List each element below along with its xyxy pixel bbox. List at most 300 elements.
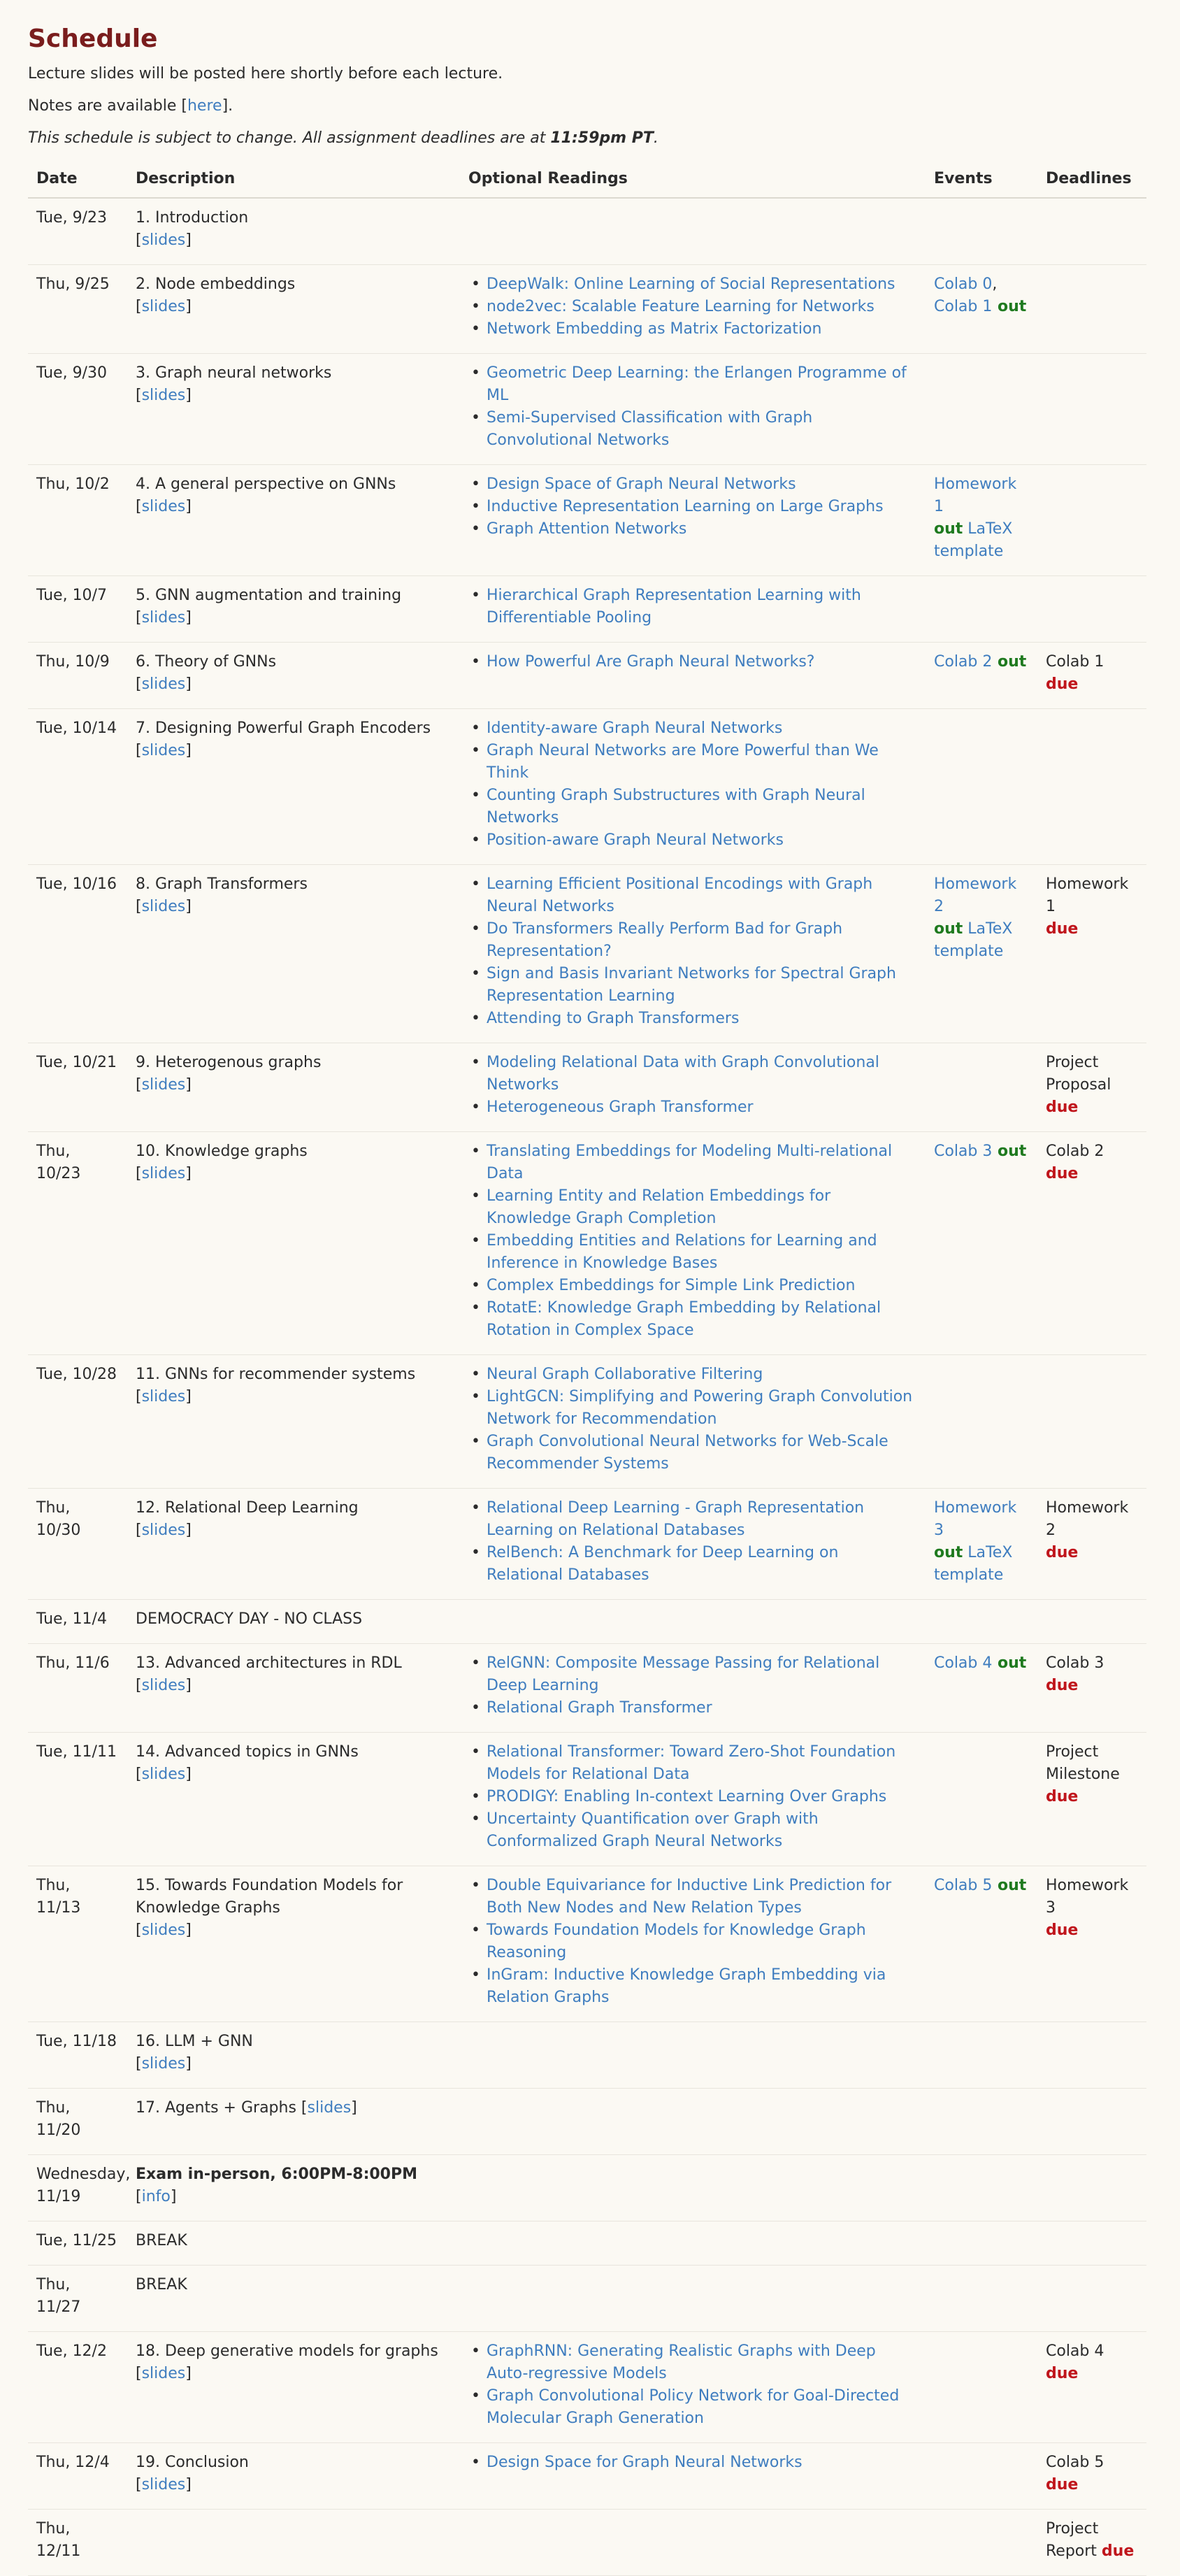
event-link[interactable]: Colab 0 <box>934 276 993 293</box>
deadline-due-badge: due <box>1046 1922 1079 1939</box>
schedule-row <box>28 2155 1146 2221</box>
event-out-badge: out <box>992 1143 1027 1160</box>
slides-link[interactable]: slides <box>141 1522 186 1539</box>
readings-list <box>468 1741 917 1853</box>
deadline-due-badge: due <box>1046 1165 1079 1182</box>
events-cell <box>926 1355 1037 1489</box>
slides-link[interactable]: slides <box>141 2055 186 2073</box>
reading-link[interactable]: LightGCN: Simplifying and Powering Graph Convolution Network for Recommendation <box>487 1388 913 1428</box>
description-cell: 7. Designing Powerful Graph Encoders [slides] <box>127 709 460 865</box>
reading-link[interactable]: Sign and Basis Invariant Networks for Spectral Graph Representation Learning <box>487 965 896 1005</box>
reading-item <box>468 785 917 829</box>
date-cell: Thu, 11/27 <box>28 2266 127 2332</box>
reading-link[interactable]: Network Embedding as Matrix Factorization <box>487 320 822 338</box>
readings-list <box>468 1497 917 1587</box>
description-cell <box>127 2510 460 2576</box>
notes-link[interactable]: here <box>187 97 222 115</box>
header-date: Date <box>28 164 127 198</box>
deadline-text: Homework 1 <box>1046 875 1129 915</box>
schedule-row <box>28 265 1146 354</box>
readings-cell <box>460 354 926 465</box>
reading-link[interactable]: Graph Convolutional Policy Network for Goal-Directed Molecular Graph Generation <box>487 2387 900 2427</box>
event-link[interactable]: LaTeX <box>963 1544 1013 1561</box>
events-cell <box>926 465 1037 576</box>
reading-link[interactable]: Neural Graph Collaborative Filtering <box>487 1366 763 1383</box>
reading-link[interactable]: node2vec: Scalable Feature Learning for Networks <box>487 298 875 315</box>
description-cell: 11. GNNs for recommender systems [slides] <box>127 1355 460 1489</box>
reading-link[interactable]: Counting Graph Substructures with Graph Neural Networks <box>487 787 865 827</box>
readings-cell <box>460 1132 926 1355</box>
events-cell <box>926 1132 1037 1355</box>
description-cell: 18. Deep generative models for graphs [slides] <box>127 2332 460 2443</box>
readings-cell <box>460 2443 926 2510</box>
events-cell <box>926 1489 1037 1600</box>
schedule-row <box>28 1600 1146 1644</box>
readings-cell <box>460 1733 926 1866</box>
reading-link[interactable]: Hierarchical Graph Representation Learning with Differentiable Pooling <box>487 587 861 627</box>
deadlines-cell <box>1037 1866 1146 2022</box>
schedule-row <box>28 1644 1146 1733</box>
date-cell: Tue, 10/28 <box>28 1355 127 1489</box>
reading-link[interactable]: Graph Attention Networks <box>487 520 687 538</box>
reading-item <box>468 1919 917 1964</box>
readings-cell <box>460 1644 926 1733</box>
deadline-text: Colab 1 <box>1046 653 1105 671</box>
lecture-title: 19. Conclusion <box>136 2454 249 2471</box>
description-cell: 3. Graph neural networks [slides] <box>127 354 460 465</box>
description-cell: 12. Relational Deep Learning [slides] <box>127 1489 460 1600</box>
deadline-time: 11:59pm PT <box>550 129 654 147</box>
reading-item <box>468 1297 917 1342</box>
reading-link[interactable]: Towards Foundation Models for Knowledge Graph Reasoning <box>487 1922 866 1961</box>
slides-link[interactable]: slides <box>307 2099 352 2117</box>
events-cell <box>926 1866 1037 2022</box>
date-cell: Thu, 10/30 <box>28 1489 127 1600</box>
lecture-title: 11. GNNs for recommender systems <box>136 1366 416 1383</box>
readings-cell <box>460 2266 926 2332</box>
reading-item <box>468 1652 917 1697</box>
description-cell: 5. GNN augmentation and training [slides] <box>127 576 460 643</box>
events-cell <box>926 709 1037 865</box>
readings-cell <box>460 709 926 865</box>
reading-link[interactable]: Identity-aware Graph Neural Networks <box>487 720 783 737</box>
events-cell <box>926 865 1037 1043</box>
lecture-title: 7. Designing Powerful Graph Encoders <box>136 720 431 737</box>
reading-item <box>468 1431 917 1475</box>
schedule-row <box>28 2089 1146 2155</box>
date-cell: Wednesday, 11/19 <box>28 2155 127 2221</box>
slides-link[interactable]: slides <box>141 742 186 759</box>
slides-link[interactable]: slides <box>141 898 186 915</box>
events-cell <box>926 2221 1037 2266</box>
reading-item <box>468 1008 917 1030</box>
reading-link[interactable]: Learning Efficient Positional Encodings with Graph Neural Networks <box>487 875 873 915</box>
reading-link[interactable]: Attending to Graph Transformers <box>487 1010 740 1027</box>
slides-link[interactable]: slides <box>141 1766 186 1783</box>
event-out-badge: out <box>934 1544 963 1561</box>
events-cell <box>926 2089 1037 2155</box>
header-readings: Optional Readings <box>460 164 926 198</box>
reading-item <box>468 1052 917 1096</box>
description-cell: 2. Node embeddings [slides] <box>127 265 460 354</box>
date-cell: Thu, 10/2 <box>28 465 127 576</box>
disclaimer-prefix: This schedule is subject to change. All assignment deadlines are at <box>28 129 551 147</box>
slides-link[interactable]: slides <box>141 1076 186 1094</box>
event-link[interactable]: Colab 5 <box>934 1877 993 1894</box>
events-cell <box>926 2155 1037 2221</box>
reading-link[interactable]: Position-aware Graph Neural Networks <box>487 831 784 849</box>
date-cell: Tue, 9/23 <box>28 198 127 265</box>
reading-link[interactable]: PRODIGY: Enabling In-context Learning Over Graphs <box>487 1788 887 1805</box>
reading-item <box>468 1964 917 2009</box>
date-cell: Thu, 12/4 <box>28 2443 127 2510</box>
readings-cell <box>460 2089 926 2155</box>
deadlines-cell <box>1037 2266 1146 2332</box>
event-link[interactable]: Homework 1 <box>934 475 1017 515</box>
deadlines-cell <box>1037 1644 1146 1733</box>
reading-link[interactable]: DeepWalk: Online Learning of Social Representations <box>487 276 895 293</box>
reading-item <box>468 362 917 407</box>
event-link[interactable]: LaTeX <box>963 920 1013 938</box>
event-link[interactable]: template <box>934 1566 1004 1584</box>
deadline-text: Colab 5 <box>1046 2454 1105 2471</box>
schedule-row <box>28 2332 1146 2443</box>
header-events: Events <box>926 164 1037 198</box>
reading-link[interactable]: RotatE: Knowledge Graph Embedding by Relational Rotation in Complex Space <box>487 1299 882 1339</box>
events-cell <box>926 2266 1037 2332</box>
description-cell: 4. A general perspective on GNNs [slides] <box>127 465 460 576</box>
reading-link[interactable]: Complex Embeddings for Simple Link Prediction <box>487 1277 856 1294</box>
event-link[interactable]: template <box>934 543 1004 560</box>
reading-link[interactable]: Relational Transformer: Toward Zero-Shot Foundation Models for Relational Data <box>487 1743 896 1783</box>
event-link[interactable]: Colab 4 <box>934 1654 993 1672</box>
reading-item <box>468 1497 917 1542</box>
deadline-text: Report <box>1046 2542 1102 2560</box>
deadline-due-badge: due <box>1046 2365 1079 2382</box>
readings-cell <box>460 2155 926 2221</box>
readings-cell <box>460 865 926 1043</box>
reading-link[interactable]: Heterogeneous Graph Transformer <box>487 1099 754 1116</box>
events-cell <box>926 576 1037 643</box>
readings-cell <box>460 1489 926 1600</box>
reading-item <box>468 1808 917 1853</box>
date-cell: Tue, 10/14 <box>28 709 127 865</box>
schedule-body <box>28 198 1146 2576</box>
reading-item <box>468 2340 917 2385</box>
reading-link[interactable]: Do Transformers Really Perform Bad for Graph Representation? <box>487 920 843 960</box>
slides-link[interactable]: slides <box>141 675 186 693</box>
event-link[interactable]: Colab 2 <box>934 653 993 671</box>
reading-link[interactable]: RelGNN: Composite Message Passing for Relational Deep Learning <box>487 1654 880 1694</box>
reading-item <box>468 407 917 452</box>
date-cell: Thu, 11/20 <box>28 2089 127 2155</box>
deadline-text: Project <box>1046 2520 1099 2538</box>
reading-item <box>468 873 917 918</box>
events-cell <box>926 265 1037 354</box>
reading-link[interactable]: Modeling Relational Data with Graph Convolutional Networks <box>487 1054 879 1094</box>
reading-link[interactable]: Semi-Supervised Classification with Graph Convolutional Networks <box>487 409 813 449</box>
reading-item <box>468 740 917 785</box>
reading-item <box>468 1786 917 1808</box>
description-cell: 8. Graph Transformers [slides] <box>127 865 460 1043</box>
description-cell: 6. Theory of GNNs [slides] <box>127 643 460 709</box>
slides-link[interactable]: slides <box>141 387 186 404</box>
reading-link[interactable]: Design Space for Graph Neural Networks <box>487 2454 803 2471</box>
deadline-text: Homework 2 <box>1046 1499 1129 1539</box>
readings-list <box>468 717 917 852</box>
reading-item <box>468 1185 917 1230</box>
deadlines-cell <box>1037 1043 1146 1132</box>
reading-item <box>468 2385 917 2430</box>
reading-link[interactable]: Double Equivariance for Inductive Link Prediction for Both New Nodes and New Relation Types <box>487 1877 892 1917</box>
schedule-row <box>28 1866 1146 2022</box>
deadline-text: Milestone <box>1046 1766 1120 1783</box>
event-link[interactable]: Colab 3 <box>934 1143 993 1160</box>
date-cell: Tue, 12/2 <box>28 2332 127 2443</box>
events-cell <box>926 643 1037 709</box>
deadlines-cell <box>1037 865 1146 1043</box>
deadline-text: Colab 4 <box>1046 2342 1105 2360</box>
header-deadlines: Deadlines <box>1037 164 1146 198</box>
readings-list <box>468 1052 917 1119</box>
schedule-row <box>28 1132 1146 1355</box>
date-cell: Tue, 10/7 <box>28 576 127 643</box>
notes-suffix: ]. <box>222 97 233 115</box>
schedule-row <box>28 2510 1146 2576</box>
reading-item <box>468 963 917 1008</box>
events-cell <box>926 1733 1037 1866</box>
reading-item <box>468 1096 917 1119</box>
reading-item <box>468 473 917 496</box>
lecture-title: 17. Agents + Graphs <box>136 2099 296 2117</box>
deadline-text: Homework 3 <box>1046 1877 1129 1917</box>
events-cell <box>926 198 1037 265</box>
schedule-header-row <box>28 164 1146 198</box>
event-out-badge: out <box>934 520 963 538</box>
schedule-row <box>28 2022 1146 2089</box>
date-cell: Tue, 10/16 <box>28 865 127 1043</box>
reading-link[interactable]: Graph Neural Networks are More Powerful than We Think <box>487 742 879 782</box>
reading-link[interactable]: Inductive Representation Learning on Large Graphs <box>487 498 884 515</box>
notes-note <box>28 95 1152 117</box>
description-cell: 10. Knowledge graphs [slides] <box>127 1132 460 1355</box>
page-title: Schedule <box>28 24 158 53</box>
lecture-title: BREAK <box>136 2232 187 2249</box>
deadlines-cell <box>1037 1132 1146 1355</box>
reading-item <box>468 1741 917 1786</box>
reading-item <box>468 2452 917 2474</box>
reading-link[interactable]: GraphRNN: Generating Realistic Graphs with Deep Auto-regressive Models <box>487 2342 876 2382</box>
lecture-title: 10. Knowledge graphs <box>136 1143 308 1160</box>
deadline-text: Project <box>1046 1743 1099 1761</box>
deadlines-cell <box>1037 354 1146 465</box>
deadlines-cell <box>1037 2332 1146 2443</box>
schedule-row <box>28 865 1146 1043</box>
date-cell: Tue, 11/11 <box>28 1733 127 1866</box>
events-cell <box>926 2332 1037 2443</box>
readings-cell <box>460 1355 926 1489</box>
slides-link[interactable]: slides <box>141 1677 186 1694</box>
description-cell <box>127 1600 460 1644</box>
reading-link[interactable]: InGram: Inductive Knowledge Graph Embedding via Relation Graphs <box>487 1966 886 2006</box>
reading-link[interactable]: How Powerful Are Graph Neural Networks? <box>487 653 815 671</box>
lecture-title: 1. Introduction <box>136 209 249 227</box>
reading-item <box>468 1542 917 1587</box>
schedule-row <box>28 354 1146 465</box>
deadline-due-badge: due <box>1046 675 1079 693</box>
description-cell: 19. Conclusion [slides] <box>127 2443 460 2510</box>
lecture-title: 5. GNN augmentation and training <box>136 587 402 604</box>
reading-item <box>468 273 917 296</box>
lecture-title: 16. LLM + GNN <box>136 2033 253 2050</box>
readings-list <box>468 1364 917 1475</box>
reading-link[interactable]: Relational Deep Learning - Graph Representation Learning on Relational Databases <box>487 1499 865 1539</box>
reading-item <box>468 518 917 541</box>
lecture-title: 2. Node embeddings <box>136 276 296 293</box>
reading-link[interactable]: Learning Entity and Relation Embeddings for Knowledge Graph Completion <box>487 1187 831 1227</box>
description-cell <box>127 2221 460 2266</box>
schedule-row <box>28 198 1146 265</box>
reading-item <box>468 1386 917 1431</box>
deadlines-cell <box>1037 709 1146 865</box>
reading-item <box>468 1875 917 1919</box>
events-cell <box>926 2443 1037 2510</box>
deadlines-cell <box>1037 2443 1146 2510</box>
slides-link[interactable]: slides <box>141 1165 186 1182</box>
readings-cell <box>460 2221 926 2266</box>
schedule-disclaimer <box>28 127 1152 150</box>
deadline-due-badge: due <box>1046 1544 1079 1561</box>
deadlines-cell <box>1037 643 1146 709</box>
lecture-title: 4. A general perspective on GNNs <box>136 475 396 493</box>
schedule-row <box>28 1733 1146 1866</box>
deadline-due-badge: due <box>1046 1677 1079 1694</box>
readings-cell <box>460 576 926 643</box>
disclaimer-suffix: . <box>653 129 659 147</box>
readings-cell <box>460 1866 926 2022</box>
slides-link[interactable]: slides <box>141 498 186 515</box>
reading-link[interactable]: Embedding Entities and Relations for Learning and Inference in Knowledge Bases <box>487 1232 877 1272</box>
description-cell: 14. Advanced topics in GNNs [slides] <box>127 1733 460 1866</box>
description-cell: 9. Heterogenous graphs [slides] <box>127 1043 460 1132</box>
deadline-due-badge: due <box>1046 1788 1079 1805</box>
lecture-title: 13. Advanced architectures in RDL <box>136 1654 402 1672</box>
slides-link[interactable]: slides <box>141 1922 186 1939</box>
reading-link[interactable]: Design Space of Graph Neural Networks <box>487 475 796 493</box>
reading-link[interactable]: Uncertainty Quantification over Graph with Conformalized Graph Neural Networks <box>487 1810 819 1850</box>
event-link[interactable]: LaTeX <box>963 520 1013 538</box>
event-link[interactable]: Homework 2 <box>934 875 1017 915</box>
deadlines-cell <box>1037 576 1146 643</box>
reading-item <box>468 1275 917 1297</box>
event-out-badge: out <box>992 1877 1027 1894</box>
schedule-row <box>28 643 1146 709</box>
readings-list <box>468 1875 917 2009</box>
events-cell <box>926 1644 1037 1733</box>
deadlines-cell <box>1037 2221 1146 2266</box>
description-cell: 16. LLM + GNN [slides] <box>127 2022 460 2089</box>
reading-item <box>468 585 917 629</box>
deadlines-cell <box>1037 1489 1146 1600</box>
slides-link[interactable]: slides <box>141 609 186 627</box>
reading-item <box>468 496 917 518</box>
description-cell: 1. Introduction [slides] <box>127 198 460 265</box>
date-cell: Tue, 9/30 <box>28 354 127 465</box>
description-cell: 15. Towards Foundation Models for Knowledge Graphs [slides] <box>127 1866 460 2022</box>
readings-cell <box>460 265 926 354</box>
schedule-row <box>28 2443 1146 2510</box>
events-cell <box>926 2022 1037 2089</box>
date-cell: Thu, 12/11 <box>28 2510 127 2576</box>
readings-list <box>468 273 917 341</box>
readings-cell <box>460 2022 926 2089</box>
date-cell: Thu, 10/9 <box>28 643 127 709</box>
reading-link[interactable]: Geometric Deep Learning: the Erlangen Programme of ML <box>487 364 907 404</box>
date-cell: Thu, 9/25 <box>28 265 127 354</box>
deadline-text: Colab 3 <box>1046 1654 1105 1672</box>
lecture-title: 3. Graph neural networks <box>136 364 332 382</box>
deadline-text: Proposal <box>1046 1076 1111 1094</box>
reading-item <box>468 651 917 673</box>
slides-link[interactable]: slides <box>141 298 186 315</box>
readings-list <box>468 873 917 1030</box>
info-link[interactable]: info <box>141 2188 171 2205</box>
slides-note: Lecture slides will be posted here shortly before each lecture. <box>28 65 503 83</box>
slides-link[interactable]: slides <box>141 1388 186 1405</box>
date-cell: Tue, 11/25 <box>28 2221 127 2266</box>
reading-item <box>468 1140 917 1185</box>
deadlines-cell <box>1037 1600 1146 1644</box>
deadline-due-badge: due <box>1046 1099 1079 1116</box>
reading-link[interactable]: RelBench: A Benchmark for Deep Learning on Relational Databases <box>487 1544 839 1584</box>
reading-link[interactable]: Translating Embeddings for Modeling Multi-relational Data <box>487 1143 893 1182</box>
reading-item <box>468 318 917 341</box>
deadline-text: Colab 2 <box>1046 1143 1105 1160</box>
readings-list <box>468 2340 917 2430</box>
readings-list <box>468 1140 917 1342</box>
deadlines-cell <box>1037 2089 1146 2155</box>
reading-item <box>468 1364 917 1386</box>
schedule-row <box>28 1489 1146 1600</box>
readings-cell <box>460 1600 926 1644</box>
slides-link[interactable]: slides <box>141 2365 186 2382</box>
reading-item <box>468 918 917 963</box>
schedule-row <box>28 2221 1146 2266</box>
reading-link[interactable]: Relational Graph Transformer <box>487 1699 712 1717</box>
slides-link[interactable]: slides <box>141 231 186 249</box>
lecture-title: DEMOCRACY DAY - NO CLASS <box>136 1610 363 1628</box>
event-link[interactable]: Colab 1 <box>934 298 993 315</box>
description-cell: 17. Agents + Graphs [slides] <box>127 2089 460 2155</box>
event-out-badge: out <box>992 653 1027 671</box>
reading-link[interactable]: Graph Convolutional Neural Networks for Web-Scale Recommender Systems <box>487 1433 888 1473</box>
readings-list <box>468 1652 917 1719</box>
readings-cell <box>460 465 926 576</box>
deadlines-cell <box>1037 2022 1146 2089</box>
lecture-title: 6. Theory of GNNs <box>136 653 277 671</box>
readings-cell <box>460 198 926 265</box>
description-cell: Exam in-person, 6:00PM-8:00PM [info] <box>127 2155 460 2221</box>
readings-list <box>468 2452 917 2474</box>
deadline-text: Project <box>1046 1054 1099 1071</box>
slides-link[interactable]: slides <box>141 2476 186 2493</box>
schedule-row <box>28 465 1146 576</box>
event-link[interactable]: Homework 3 <box>934 1499 1017 1539</box>
event-link[interactable]: template <box>934 943 1004 960</box>
reading-item <box>468 829 917 852</box>
description-cell <box>127 2266 460 2332</box>
schedule-row <box>28 1355 1146 1489</box>
